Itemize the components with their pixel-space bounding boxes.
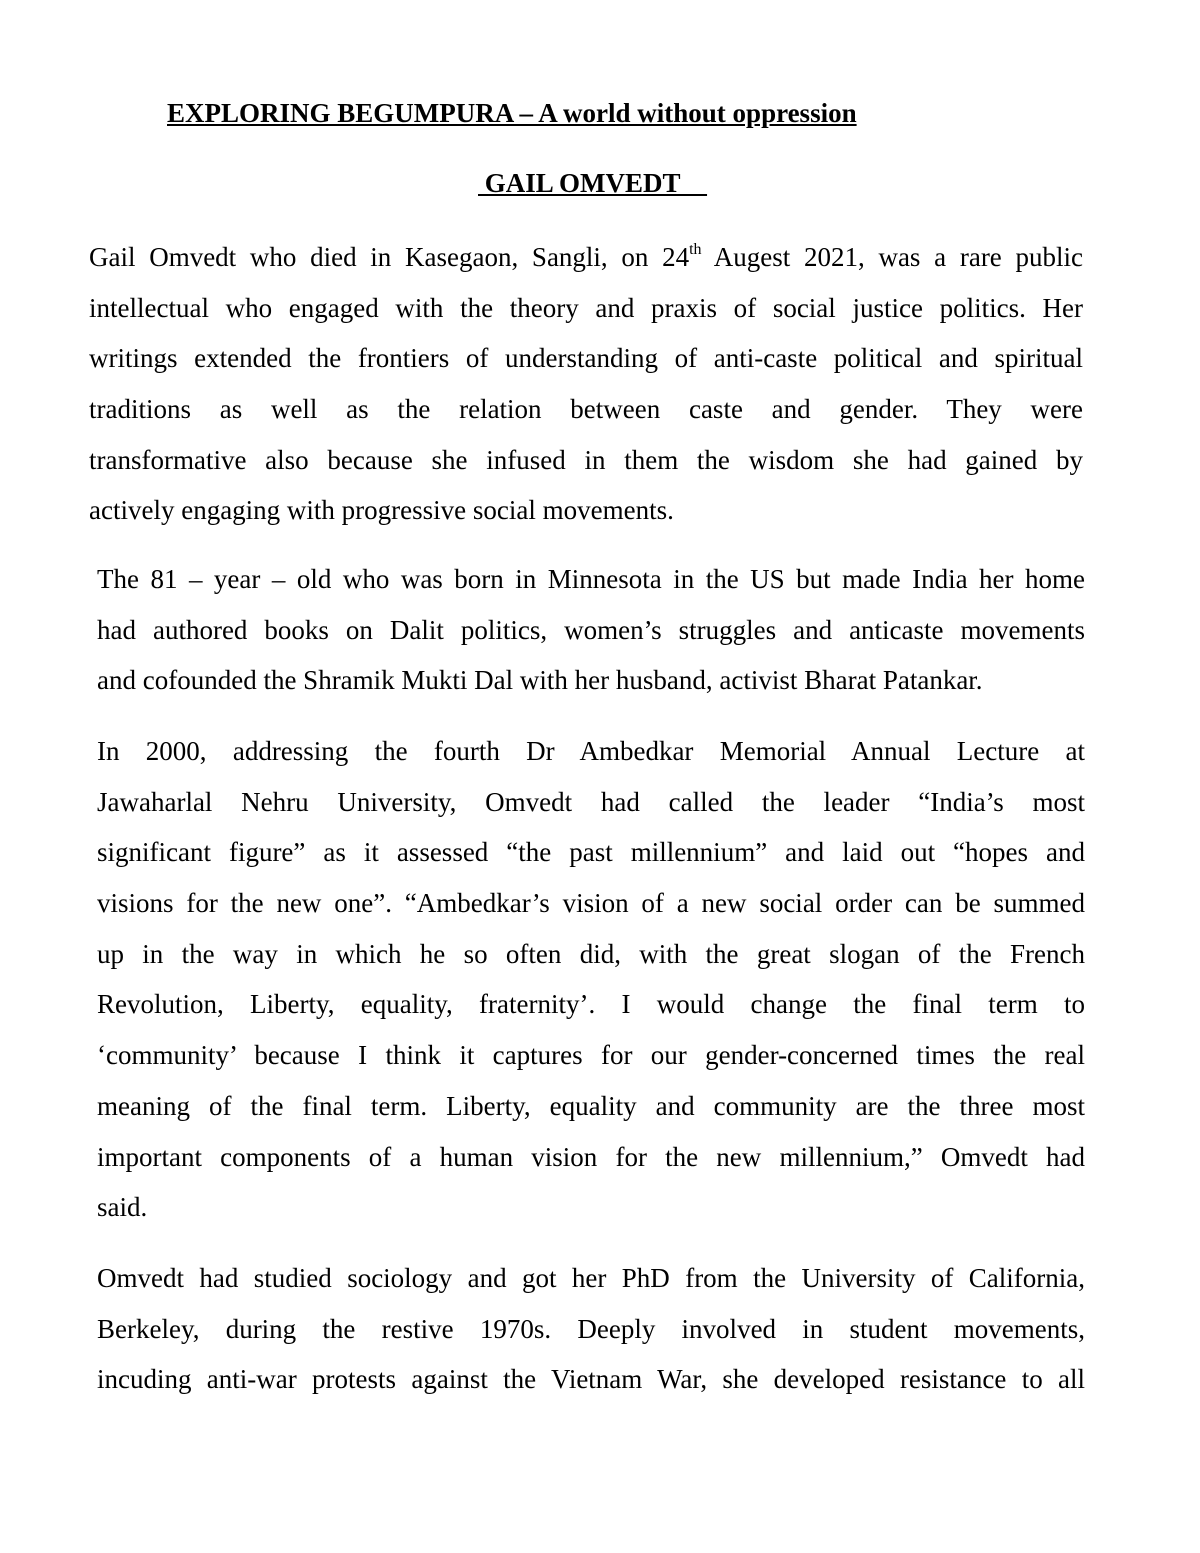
text-line: significant figure” as it assessed “the past millennium” and laid out “hopes and [97,837,1085,868]
text-line: important components of a human vision for the new millennium,” Omvedt had [97,1141,1085,1172]
text-line: The 81 – year – old who was born in Minnesota in the US but made India her home [97,564,1085,594]
paragraph-3 [97,726,1085,1233]
text-line: Omvedt had studied sociology and got her PhD from the University of California, [97,1263,1085,1293]
text-line [89,232,1083,283]
text-line: said. [97,1192,148,1223]
text-line: In 2000, addressing the fourth Dr Ambedkar Memorial Annual Lecture at [97,736,1085,766]
text-line: intellectual who engaged with the theory and praxis of social justice politics. Her [89,292,1083,323]
superscript: th [689,241,702,258]
text-line: and cofounded the Shramik Mukti Dal with her husband, activist Bharat Patankar. [97,665,983,696]
text-line: meaning of the final term. Liberty, equality and community are the three most [97,1090,1085,1121]
text-line: ‘community’ because I think it captures for our gender-concerned times the real [97,1040,1085,1071]
text-segment: Augest 2021, was a rare public [701,242,1083,272]
text-line: visions for the new one”. “Ambedkar’s vision of a new social order can be summed [97,888,1085,919]
text-line: up in the way in which he so often did, with the great slogan of the French [97,938,1085,969]
author-name: GAIL OMVEDT [478,168,708,198]
paragraph-4 [97,1253,1085,1405]
text-segment: Gail Omvedt who died in Kasegaon, Sangli, on 24 [89,242,690,272]
text-line: transformative also because she infused in them the wisdom she had gained by [89,444,1083,475]
document-title: EXPLORING BEGUMPURA – A world without oppression [167,98,857,128]
text-line: actively engaging with progressive social movements. [89,495,674,526]
text-line: Berkeley, during the restive 1970s. Deeply involved in student movements, [97,1313,1085,1344]
paragraph-2 [97,554,1085,706]
text-line: Jawaharlal Nehru University, Omvedt had called the leader “India’s most [97,786,1085,817]
text-line: Revolution, Liberty, equality, fraternity’. I would change the final term to [97,989,1085,1020]
text-line: writings extended the frontiers of understanding of anti-caste political and spiritual [89,343,1083,374]
text-line: had authored books on Dalit politics, women’s struggles and anticaste movements [97,614,1085,645]
text-line: traditions as well as the relation between caste and gender. They were [89,394,1083,425]
text-line: incuding anti-war protests against the Vietnam War, she developed resistance to all [97,1364,1085,1395]
paragraph-1 [89,232,1083,536]
